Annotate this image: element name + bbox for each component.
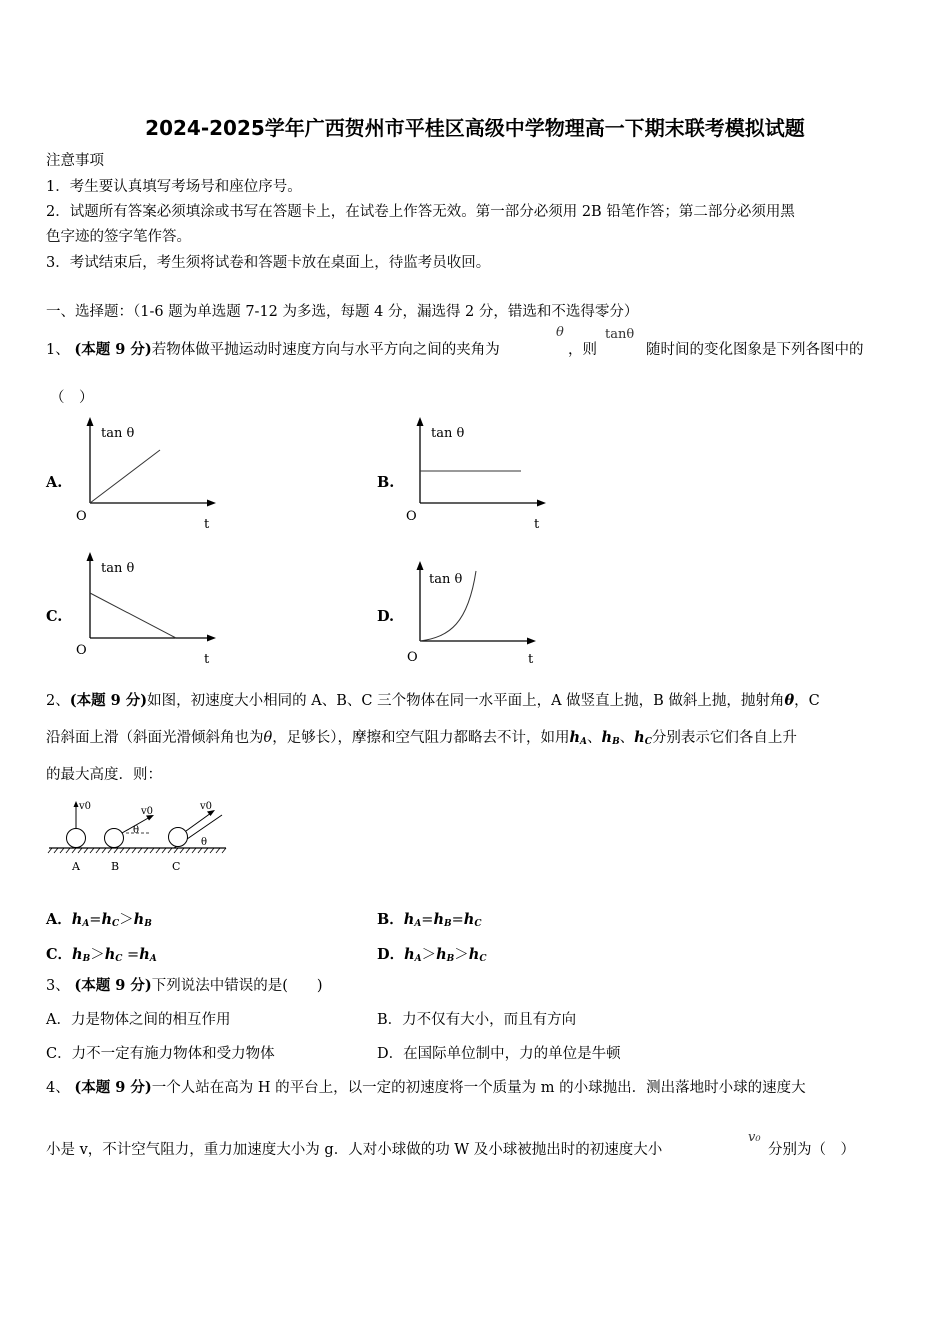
graph-c-xlabel: t	[204, 652, 210, 667]
graph-b-y-arrow	[417, 417, 424, 426]
q2-text-2a: 沿斜面上滑（斜面光滑倾斜角也为	[46, 730, 264, 746]
q2-line-3: 的最大高度．则：	[46, 767, 162, 783]
q2-h-symbol: $h_A$、$h_B$、$h_C$	[569, 729, 652, 747]
q1-answer-paren: （ ）	[50, 390, 94, 406]
q3-line	[46, 977, 323, 995]
graph-b-x-arrow	[537, 500, 546, 507]
ball-a-arrowhead	[74, 801, 79, 807]
q3-option-a[interactable]: A．力是物体之间的相互作用	[46, 1012, 231, 1028]
graph-a-origin: O	[76, 509, 87, 524]
graph-c-y-arrow	[87, 552, 94, 561]
q2-text-1: 如图，初速度大小相同的 A、B、C 三个物体在同一水平面上，A 做竖直上抛，B 做斜上抛，抛射角	[147, 693, 785, 709]
graph-d-y-arrow	[417, 561, 424, 570]
q4-text-2: 小是 v，不计空气阻力，重力加速度大小为 g．人对小球做的功 W 及小球被抛出时的初速度大小	[46, 1142, 663, 1158]
ball-b-theta: θ	[133, 825, 140, 836]
graph-c-origin: O	[76, 643, 87, 658]
ball-b	[105, 829, 124, 848]
q1-option-c-label: C.	[46, 608, 63, 625]
q1-text-2: ，则	[568, 342, 597, 358]
graph-a-x-arrow	[207, 500, 216, 507]
notice-item-2a: 2．试题所有答案必须填涂或书写在答题卡上，在试卷上作答无效。第一部分必须用 2B 铅笔作答；第二部分必须用黑	[46, 204, 795, 220]
ball-c-v0: v0	[200, 801, 213, 812]
ball-c	[169, 828, 188, 847]
q4-v0-symbol: v₀	[748, 1130, 761, 1145]
q2-figure	[46, 795, 236, 880]
q1-option-a-label: A.	[46, 474, 63, 491]
q1-tan-theta-symbol: tanθ	[605, 327, 635, 342]
q2-text-2c: ，足够长），摩擦和空气阻力都略去不计，如用	[272, 730, 570, 746]
q2-text-2d: 分别表示它们各自上升	[651, 730, 797, 746]
graph-a-xlabel: t	[204, 517, 210, 532]
graph-c-curve	[90, 593, 176, 638]
q1-number: 1、	[46, 342, 70, 358]
q1-line	[46, 341, 500, 359]
q3-score: (本题 9 分)	[74, 977, 152, 994]
q4-text-1: 一个人站在高为 H 的平台上，以一定的初速度将一个质量为 m 的小球抛出．测出落地时小球的速度大	[151, 1080, 806, 1096]
graph-c-x-arrow	[207, 635, 216, 642]
q2-score: (本题 9 分)	[69, 692, 148, 709]
graph-c	[70, 550, 230, 670]
q1-text-1: 若物体做平抛运动时速度方向与水平方向之间的夹角为	[151, 342, 500, 358]
graph-d-origin: O	[407, 650, 418, 665]
q2-option-d[interactable]: D．$h_A>h_B>h_C$	[377, 946, 487, 964]
q2-line-1	[46, 692, 820, 710]
q2-theta-2: θ	[263, 730, 273, 746]
graph-d	[400, 553, 560, 673]
q3-option-c[interactable]: C．力不一定有施力物体和受力物体	[46, 1046, 275, 1062]
notice-item-2b: 色字迹的签字笔作答。	[46, 229, 191, 245]
ground-hatch	[48, 848, 226, 853]
label-a: A	[72, 860, 80, 873]
graph-d-xlabel: t	[528, 652, 534, 667]
graph-b-xlabel: t	[534, 517, 540, 532]
notice-item-1: 1．考生要认真填写考场号和座位序号。	[46, 179, 302, 195]
q1-option-d-label: D.	[377, 608, 395, 625]
q4-score: (本题 9 分)	[74, 1079, 152, 1096]
section-heading: 一、选择题：（1-6 题为单选题 7-12 为多选，每题 4 分，漏选得 2 分，错选和不选得零分）	[46, 304, 639, 320]
ball-c-velocity	[186, 813, 211, 831]
q2-theta-1: θ	[784, 692, 795, 709]
ball-a-v0: v0	[79, 801, 92, 812]
q4-text-3: 分别为（ ）	[768, 1142, 855, 1158]
q2-text-1-end: ，C	[794, 693, 820, 709]
q2-option-b[interactable]: B．$h_A=h_B=h_C$	[377, 911, 482, 929]
graph-a-y-arrow	[87, 417, 94, 426]
graph-c-ylabel: tan θ	[101, 561, 135, 576]
q1-score: (本题 9 分)	[74, 341, 152, 358]
graph-d-x-arrow	[527, 638, 536, 645]
q3-option-b[interactable]: B．力不仅有大小，而且有方向	[377, 1012, 577, 1028]
q3-option-d[interactable]: D．在国际单位制中，力的单位是牛顿	[377, 1046, 621, 1062]
label-c: C	[172, 860, 181, 873]
notice-heading: 注意事项	[46, 153, 104, 169]
q1-option-b-label: B.	[377, 474, 395, 491]
q2-option-c[interactable]: C．$h_B>h_C =h_A$	[46, 946, 157, 964]
label-b: B	[111, 860, 120, 873]
graph-a	[70, 415, 230, 535]
graph-a-curve	[90, 450, 160, 503]
ball-c-theta: θ	[201, 837, 208, 848]
q4-number: 4、	[46, 1080, 70, 1096]
q1-theta-symbol: θ	[556, 325, 564, 340]
q1-text-3: 随时间的变化图象是下列各图中的	[646, 342, 864, 358]
graph-b-ylabel: tan θ	[431, 426, 465, 441]
graph-b-origin: O	[406, 509, 417, 524]
graph-a-ylabel: tan θ	[101, 426, 135, 441]
q4-line-1	[46, 1079, 806, 1097]
q2-option-a[interactable]: A．$h_A=h_C>h_B$	[46, 911, 152, 929]
graph-b	[400, 415, 560, 535]
q3-text: 下列说法中错误的是( )	[151, 978, 323, 994]
graph-d-ylabel: tan θ	[429, 572, 463, 587]
ball-b-v0: v0	[141, 806, 154, 817]
page-title: 2024-2025学年广西贺州市平桂区高级中学物理高一下期末联考模拟试题	[145, 116, 805, 140]
q2-line-2	[46, 729, 797, 751]
q2-number: 2、	[46, 693, 70, 709]
ball-a	[67, 829, 86, 848]
notice-item-3: 3．考试结束后，考生须将试卷和答题卡放在桌面上，待监考员收回。	[46, 255, 491, 271]
q3-number: 3、	[46, 978, 70, 994]
